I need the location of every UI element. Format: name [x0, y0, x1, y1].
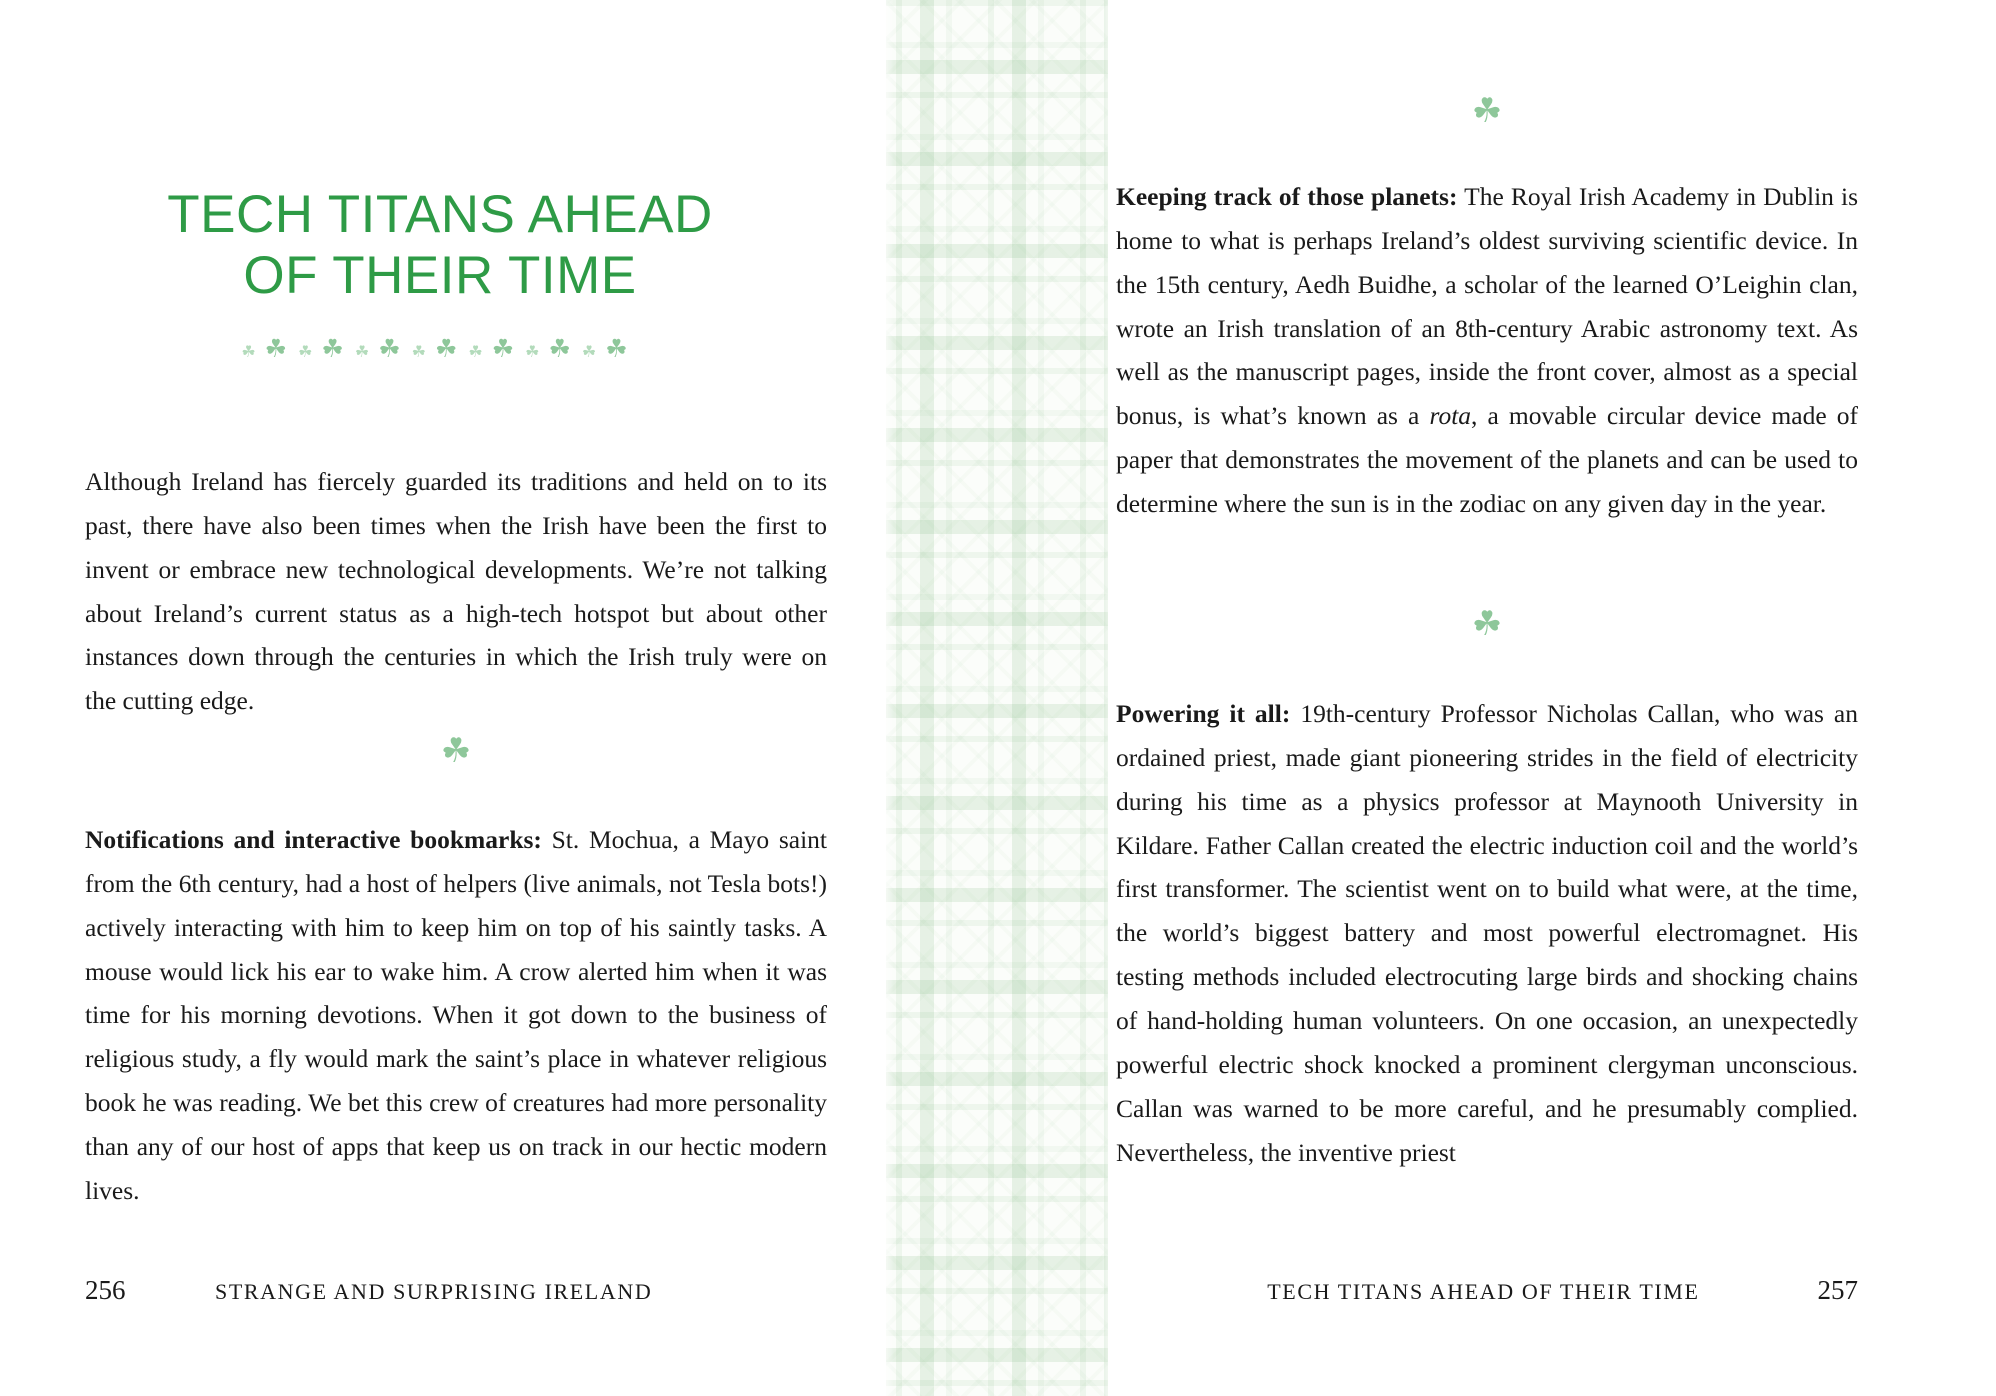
running-title: TECH TITANS AHEAD OF THEIR TIME [1267, 1279, 1700, 1304]
running-title: STRANGE AND SURPRISING IRELAND [215, 1279, 653, 1304]
shamrock-icon: ☘ [1471, 93, 1503, 130]
entry-text-after-italic: , a movable circular device made of paper that demonstrates the movement of the planets and can be used to determine where the sun is in the zodiac on any given day in the year. [1116, 401, 1858, 519]
lead-paragraph-block [85, 460, 827, 723]
entry-paragraph [1116, 692, 1858, 1174]
shamrock-icon: ☘ [434, 335, 469, 363]
left-page-footer [85, 1275, 827, 1306]
left-page [0, 0, 880, 1396]
section-divider-shamrock [1116, 608, 1858, 642]
lead-paragraph: Although Ireland has fiercely guarded its traditions and held on to its past, there have also been times when the Irish have been the first to invent or embrace new technological developments. We’re not talking about Ireland’s current status as a high-tech hotspot but about other instances down through the centuries in which the Irish truly were on the cutting edge. [85, 467, 827, 716]
page-title [85, 185, 795, 307]
right-page [1116, 0, 1996, 1396]
entry-runhead: Notifications and interactive bookmarks: [85, 825, 542, 854]
plaid-gutter-decoration [880, 0, 1116, 1396]
chapter-title-block [85, 185, 795, 362]
entry-italic-term: rota [1429, 401, 1472, 431]
entry-text: St. Mochua, a Mayo saint from the 6th century, had a host of helpers (live animals, not Tesla bots!) actively interacting with him to keep him on top of his saintly tasks. A mouse would lick his ear to wake him. A crow alerted him when it was time for his morning devotions. When it got down to the business of religious study, a fly would mark the saint’s place in whatever religious book he was reading. We bet this crew of creatures had more personality than any of our host of apps that keep us on track in our hectic modern lives. [85, 825, 827, 1205]
plaid-pattern [886, 0, 1108, 1396]
entry-block-notifications [85, 818, 827, 1213]
shamrock-icon: ☘ [411, 343, 435, 361]
shamrock-icon: ☘ [378, 335, 412, 363]
shamrock-icon: ☘ [548, 335, 582, 363]
shamrock-icon: ☘ [491, 335, 526, 363]
section-divider-shamrock [1116, 95, 1858, 129]
shamrock-icon: ☘ [321, 335, 355, 363]
entry-runhead: Keeping track of those planets: [1116, 182, 1458, 211]
shamrock-icon: ☘ [525, 343, 549, 361]
shamrock-icon: ☘ [354, 343, 379, 361]
plaid-edge-fade-left [880, 0, 894, 1396]
entry-text: 19th-century Professor Nicholas Callan, who was an ordained priest, made giant pioneering strides in the field of electricity during his time as a physics professor at Maynooth University in Kildare. Father Callan created the electric induction coil and the world’s first transformer. The scientist went on to build what were, at the time, the world’s biggest battery and most powerful electromagnet. His testing methods included electrocuting large birds and shocking chains of hand-holding human volunteers. On one occasion, an unexpectedly powerful electric shock knocked a prominent clergyman unconscious. Callan was warned to be more careful, and he presumably complied. Nevertheless, the inventive priest [1116, 699, 1858, 1167]
shamrock-icon: ☘ [1471, 606, 1503, 643]
entry-block-planets [1116, 175, 1858, 526]
shamrock-icon: ☘ [264, 335, 299, 363]
entry-runhead: Powering it all: [1116, 699, 1291, 728]
plaid-edge-fade-right [1102, 0, 1116, 1396]
page-number: 256 [85, 1275, 126, 1305]
shamrock-icon: ☘ [605, 335, 639, 363]
entry-text-before-italic: The Royal Irish Academy in Dublin is home to what is perhaps Ireland’s oldest surviving scientific device. In the 15th century, Aedh Buidhe, a scholar of the learned O’Leighin clan, wrote an Irish translation of an 8th-century Arabic astronomy text. As well as the manuscript pages, inside the front cover, almost as a special bonus, is what’s known as a [1116, 182, 1859, 431]
shamrock-rule-ornament [85, 337, 795, 362]
shamrock-icon: ☘ [298, 343, 322, 361]
right-page-footer [1116, 1275, 1858, 1306]
section-divider-shamrock [85, 735, 827, 769]
entry-paragraph [85, 818, 827, 1213]
shamrock-icon: ☘ [581, 343, 606, 361]
shamrock-icon: ☘ [468, 343, 492, 361]
shamrock-icon: ☘ [241, 343, 265, 361]
entry-paragraph [1116, 175, 1858, 526]
shamrock-icon: ☘ [440, 733, 472, 770]
page-number: 257 [1817, 1275, 1858, 1305]
chapter-title-line-2: OF THEIR TIME [243, 245, 637, 305]
entry-block-powering [1116, 692, 1858, 1174]
chapter-title-line-1: TECH TITANS AHEAD [167, 185, 713, 244]
